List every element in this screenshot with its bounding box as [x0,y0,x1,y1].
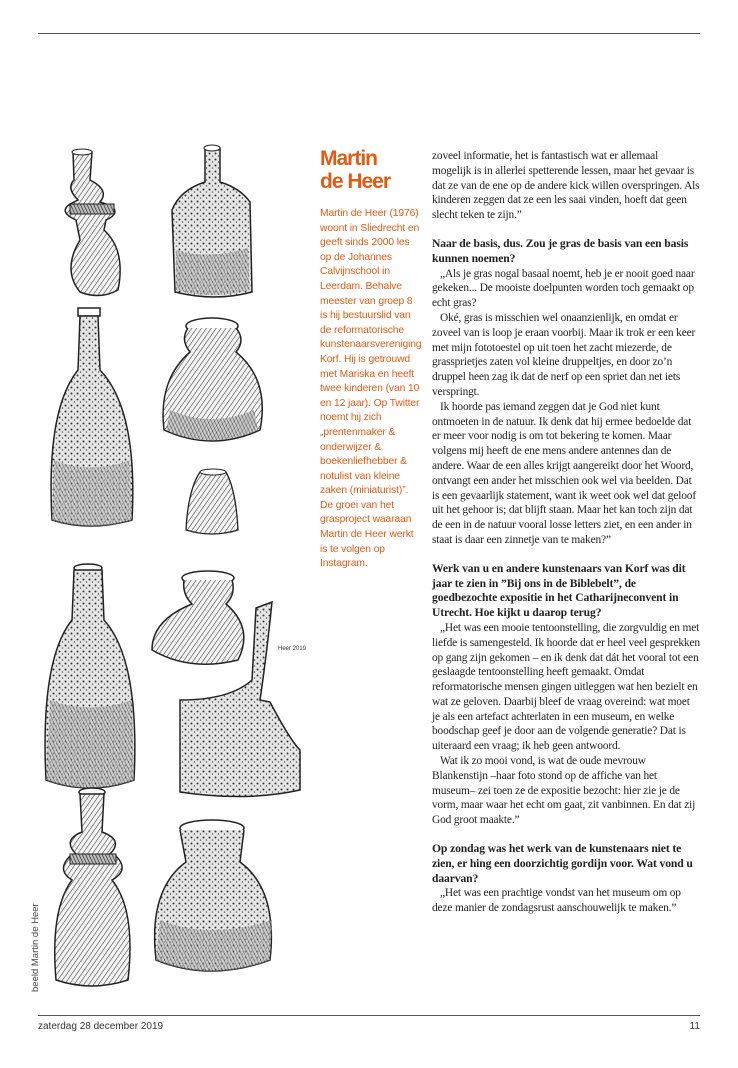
footer-date: zaterdag 28 december 2019 [38,1021,164,1032]
answer-2-p2: Wat ik zo mooi vond, is wat de oude mevrouw Blankenstijn –haar foto stond op de affiche van het museum– zei toen ze de expositie bezocht: hier zie je de vorm, maar waar het echt om gaat, zit vanbinnen. En dat zij God groot maakte.” [432,755,696,827]
answer-2-p1: „Het was een mooie tentoonstelling, die zorgvuldig en met liefde is samengesteld. Ik hoorde dat er heel veel gesprekken op gang zijn gekomen – en ik denk dat dát het vooral tot een geslaagde tentoonstelling heeft gemaakt. Omdat reformatorische mensen gingen uitleggen wat hen bezielt en wat ze geloven. Daarbij bleef de vraag overeind: wat moet je als een artefact achterlaten in een museum, en welke boodschap geef je door aan de volgende generatie? Dat is uiteraard een vraag; ik heb geen antwoord. [432,621,700,753]
top-rule [38,33,700,34]
artist-signature: Heer 2019 [278,646,307,652]
vase-square-bottle [172,145,252,297]
article-body [432,149,700,916]
vase-tall-bottle [51,308,133,526]
image-credit: beeld Martin de Heer [30,903,41,992]
vase-squat-pot [152,571,244,664]
answer-1-p3: Ik hoorde pas iemand zeggen dat je God niet kunt ontmoeten in de natuur. Ik denk dat hij ermee bedoelde dat er meer voor nodig is om tot bekering te komen. Maar volgens mij heeft de ene mens andere antennes dan de andere. Waar de een alles krijgt aangereikt door het Woord, ontvangt een ander het misschien ook wel via beelden. Dat is een gevaarlijk statement, want ik weet ook wel dat geloof uit het gehoor is; dat blijft staan. Maar het kan toch zijn dat de een in de natuur vooral losse letters ziet, en een ander in staat is daar een zinnetje van te maken?” [432,400,696,546]
author-sidebar [320,147,422,572]
question-3: Op zondag was het werk van de kunstenaars niet te zien, er hing een doorzichtig gordijn voor. Wat vond u daarvan? [432,842,693,885]
question-1: Naar de basis, dus. Zou je gras de basis van een basis kunnen noemen? [432,236,689,265]
vase-wide-bowl [155,820,272,971]
answer-1-p2: Oké, gras is misschien wel onaanzienlijk, en omdat er zoveel van is loop je eraan voorbij. Maar ik trok er een keer met mijn fototoestel op uit toen het zacht miezerde, de grassprietjes zaten vol kleine druppeltjes, en door zo’n druppel heen zag ik dat de nerf op een spriet dan net iets verspringt. [432,311,696,398]
vase-stacked-bottle-2 [55,788,130,986]
page-number: 11 [689,1021,700,1032]
vases-illustration [40,140,312,1010]
answer-1-p1: „Als je gras nogal basaal noemt, heb je er nooit goed naar gekeken... De mooiste doelpunten worden toch gemaakt op echt gras? [432,267,695,310]
sidebar-bio: Martin de Heer (1976) woont in Sliedrecht en geeft sinds 2000 les op de Johannes Calvijnschool in Leerdam. Behalve meester van groep 8 is hij bestuurslid van de reformatorische kunstenaarsvereniging Korf. Hij is getrouwd met Mariska en heeft twee kinderen (van 10 en 12 jaar). Op Twitter noemt hij zich „prentenmaker & onderwijzer & boekenliefhebber & notulist van kleine zaken (miniaturist)”. De groei van het grasproject waaraan Martin de Heer werkt is te volgen op Instagram. [320,208,422,570]
sidebar-title-line2: de Heer [320,170,391,193]
question-2: Werk van u en andere kunstenaars van Korf was dit jaar te zien in ”Bij ons in de Biblebelt”, de goedbezochte expositie in het Catharijneconvent in Utrecht. Hoe kijkt u daarop terug? [432,561,686,620]
vase-small-bell [186,469,238,534]
article-intro: zoveel informatie, het is fantastisch wat er allemaal mogelijk is in allerlei spetterende lessen, maar het gevaar is dat ze van de ene op de andere kick willen overspringen. Als kinderen zeggen dat ze een les saai vinden, hoeft dat geen slecht teken te zijn.” [432,150,700,222]
bottom-rule [38,1015,700,1016]
vase-dripping-bottle [45,564,135,788]
sidebar-title [320,147,422,193]
vase-stacked-bottle [65,149,120,296]
vase-round-pot [163,318,262,441]
sidebar-title-line1: Martin [320,147,377,170]
answer-3-p1: „Het was een prachtige vondst van het museum om op deze manier de zondagsrust aanschouwelijk te maken.” [432,887,681,915]
